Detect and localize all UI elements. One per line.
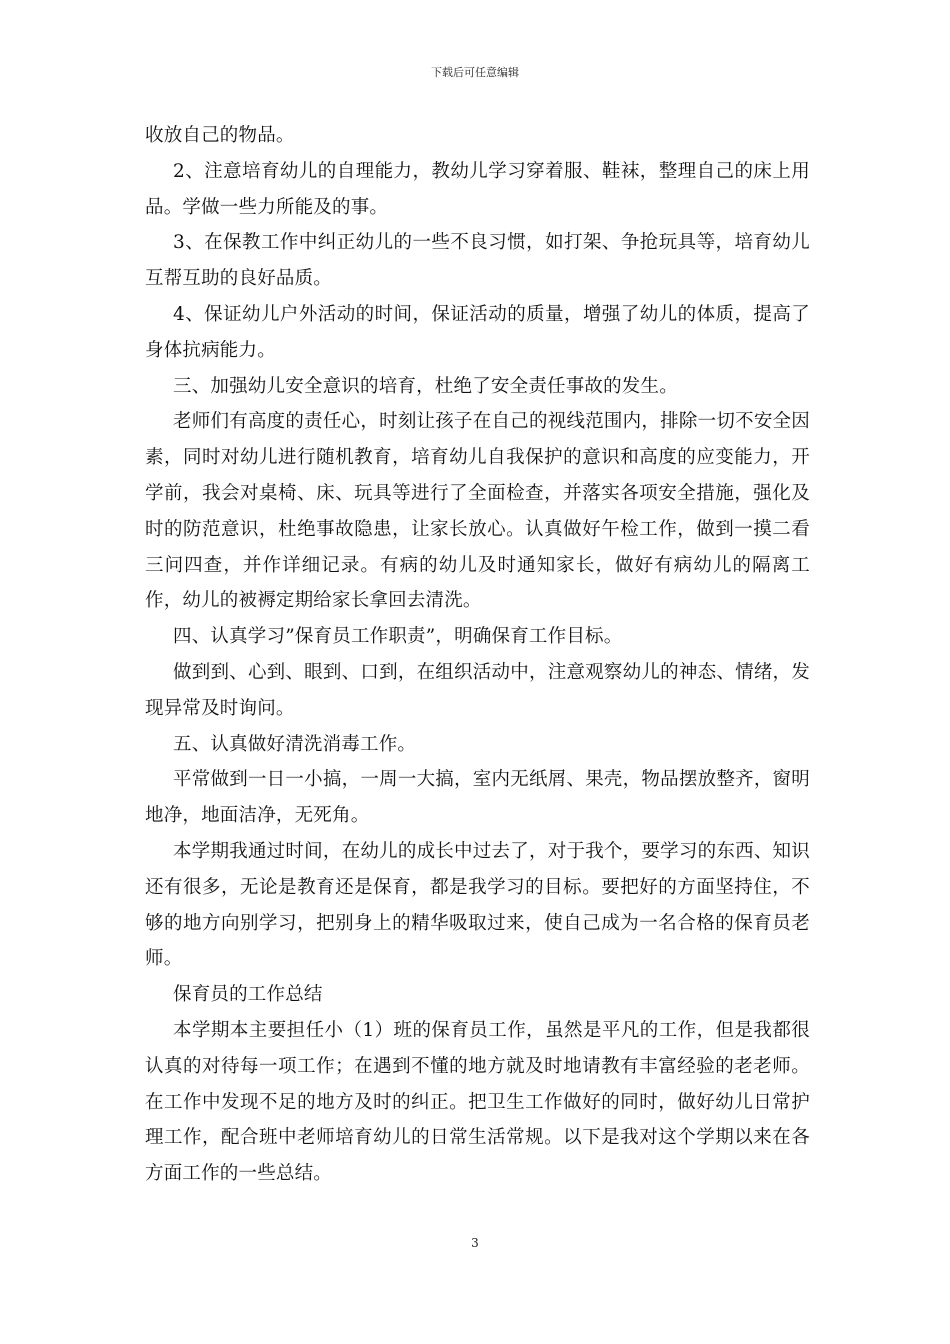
- paragraph: 收放自己的物品。: [145, 125, 295, 146]
- document-subtitle: 保育员的工作总结: [173, 984, 323, 1006]
- paragraph: 本学期我通过时间，在幼儿的成长中过去了，对于我个，要学习的东西、知识还有很多，无论是教育还是保育，都是我学习的目标。要把好的方面坚持住，不够的地方向别学习，把别身上的精华吸取过来，使自己成为一名合格的保育员老师。: [145, 840, 810, 970]
- section-heading: 四、认真学习”保育员工作职责”，明确保育工作目标。: [173, 626, 623, 648]
- paragraph: 本学期本主要担任小（1）班的保育员工作，虽然是平凡的工作，但是我都很认真的对待每一项工作；在遇到不懂的地方就及时地请教有丰富经验的老老师。在工作中发现不足的地方及时的纠正。把卫生工作做好的同时，做好幼儿日常护理工作，配合班中老师培育幼儿的日常生活常规。以下是我对这个学期以来在各方面工作的一些总结。: [145, 1019, 810, 1185]
- paragraph: 4、保证幼儿户外活动的时间，保证活动的质量，增强了幼儿的体质，提高了身体抗病能力。: [145, 303, 810, 361]
- section-heading: 五、认真做好清洗消毒工作。: [173, 733, 417, 755]
- section-heading: 三、加强幼儿安全意识的培育，杜绝了安全责任事故的发生。: [173, 375, 678, 397]
- paragraph: 平常做到一日一小搞，一周一大搞，室内无纸屑、果壳，物品摆放整齐，窗明地净，地面洁净，无死角。: [145, 769, 810, 827]
- paragraph: 老师们有高度的责任心，时刻让孩子在自己的视线范围内，排除一切不安全因素，同时对幼儿进行随机教育，培育幼儿自我保护的意识和高度的应变能力，开学前，我会对桌椅、床、玩具等进行了全面检查，并落实各项安全措施，强化及时的防范意识，杜绝事故隐患，让家长放心。认真做好午检工作，做到一摸二看三问四查，并作详细记录。有病的幼儿及时通知家长，做好有病幼儿的隔离工作，幼儿的被褥定期给家长拿回去清洗。: [145, 411, 810, 612]
- paragraph: 3、在保教工作中纠正幼儿的一些不良习惯，如打架、争抢玩具等，培育幼儿互帮互助的良好品质。: [145, 232, 810, 290]
- paragraph: 做到到、心到、眼到、口到，在组织活动中，注意观察幼儿的神态、情绪，发现异常及时询问。: [145, 661, 810, 719]
- page-header: 下载后可任意编辑: [431, 66, 519, 79]
- paragraph: 2、注意培育幼儿的自理能力，教幼儿学习穿着服、鞋袜，整理自己的床上用品。学做一些力所能及的事。: [145, 160, 810, 218]
- document-body: [145, 118, 810, 1192]
- page-number: 3: [471, 1236, 479, 1250]
